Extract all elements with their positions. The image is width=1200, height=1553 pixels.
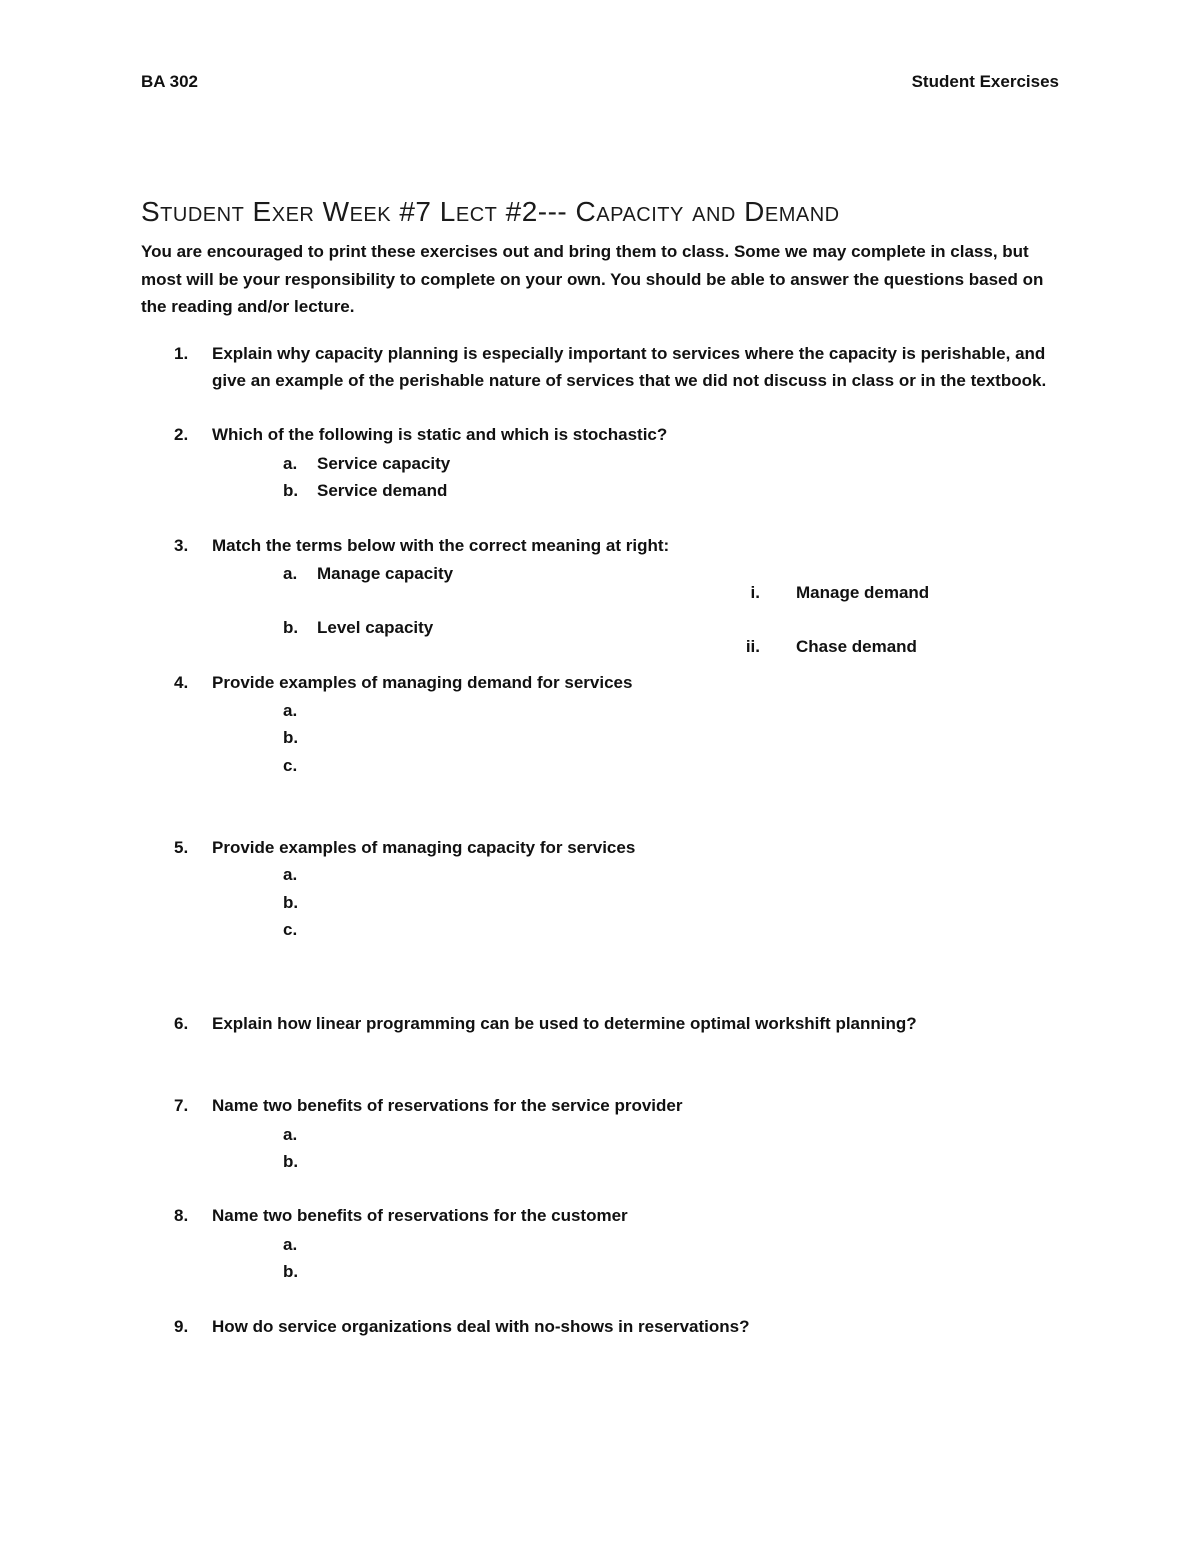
item-label: c. [283,756,298,775]
item-text: Manage demand [796,583,930,602]
question-number: 7. [174,1096,189,1115]
intro-paragraph: You are encouraged to print these exercises out and bring them to class. Some we may complete in class, but most will be your responsibility to complete on your own. You should be able to answer the questions based on the reading and/or lecture. [141,242,1044,316]
question-number: 1. [174,344,189,363]
item-text: Manage capacity [317,564,454,583]
question-text: Explain how linear programming can be used to determine optimal workshift planning? [212,1014,917,1033]
header-course: BA 302 [141,72,199,91]
item-label: a. [283,1125,298,1144]
item-label: b. [283,481,299,500]
item-text: Service capacity [317,454,451,473]
item-label: b. [283,728,299,747]
question-text: How do service organizations deal with no-shows in reservations? [212,1317,750,1336]
item-label: ii. [745,637,760,656]
header-doc-type: Student Exercises [911,72,1059,91]
question-text: Which of the following is static and which is stochastic? [212,425,668,444]
item-label: a. [283,865,298,884]
item-label: a. [283,701,298,720]
item-label: c. [283,920,298,939]
question-text: Match the terms below with the correct meaning at right: [212,536,670,555]
item-label: i. [750,583,760,602]
page-title: Student Exer Week #7 Lect #2--- Capacity and Demand [141,196,840,227]
item-label: a. [283,564,298,583]
question-number: 5. [174,838,189,857]
question-text: Name two benefits of reservations for the customer [212,1206,628,1225]
question-text: Name two benefits of reservations for the service provider [212,1096,683,1115]
item-label: b. [283,618,299,637]
question-number: 2. [174,425,189,444]
item-label: b. [283,893,299,912]
item-label: b. [283,1152,299,1171]
item-text: Level capacity [317,618,434,637]
question-text: Provide examples of managing demand for services [212,673,633,692]
question-number: 8. [174,1206,189,1225]
item-label: a. [283,1235,298,1254]
item-label: a. [283,454,298,473]
question-number: 9. [174,1317,189,1336]
question-number: 3. [174,536,189,555]
question-text: Provide examples of managing capacity for services [212,838,636,857]
item-text: Chase demand [796,637,917,656]
question-number: 6. [174,1014,189,1033]
question-number: 4. [174,673,189,692]
item-text: Service demand [317,481,448,500]
question-text: Explain why capacity planning is especially important to services where the capacity is perishable, and give an example of the perishable nature of services that we did not discuss in class or in the textbook. [212,344,1047,390]
item-label: b. [283,1262,299,1281]
